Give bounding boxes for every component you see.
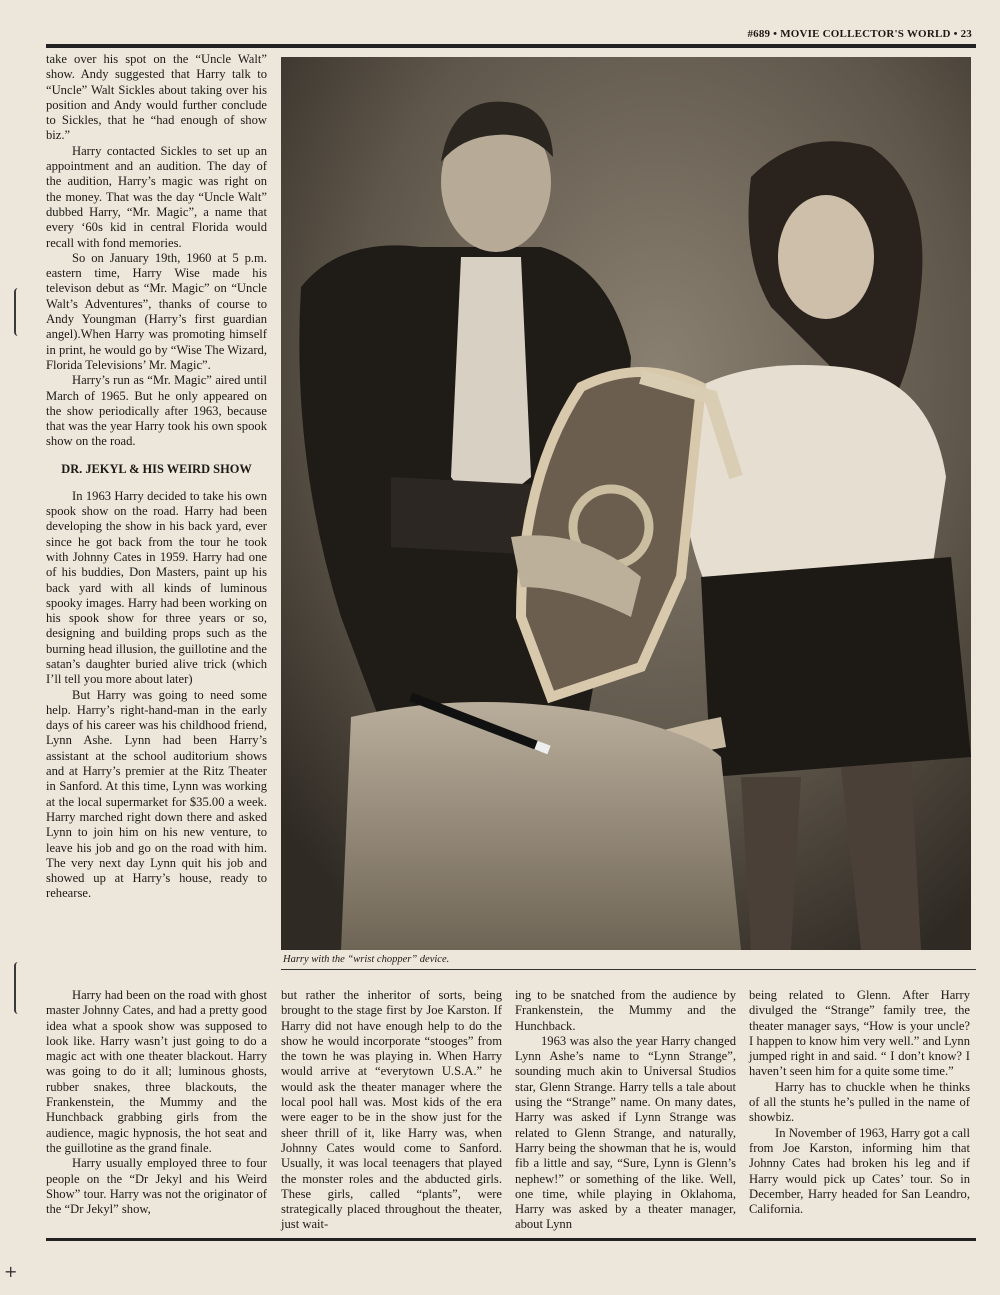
footer-rule bbox=[46, 1238, 976, 1241]
paragraph: being related to Glenn. After Harry divulged the “Strange” family tree, the theater manager says, “How is your uncle? I happen to know him very well.” and Lynn jumped right in and said. “ I don’t know? I haven’t seen him for a quite some time.” bbox=[749, 988, 970, 1079]
paragraph: but rather the inheritor of sorts, being brought to the stage first by Joe Karston. If Harry did not have enough help to do the show he would incorporate “stooges” from the town he was playing in. When Harry would arrive at “everytown U.S.A.” he would ask the theater manager where the local pool hall was. Most kids of the era were eager to be in the show just for the sheer thrill of it, like Harry was, when Johnny Cates would come to Sanford. Usually, it was local teenagers that played the monster roles and the abducted girls. These girls, called “plants”, were strategically placed throughout the theater, just wait- bbox=[281, 988, 502, 1232]
paragraph: But Harry was going to need some help. Harry’s right-hand-man in the early days of his career was his childhood friend, Lynn Ashe. Lynn had been Harry’s assistant at the school auditorium shows and at Harry’s premier at the Ritz Theater in Sanford. At this time, Lynn was working at the local supermarket for $35.00 a week. Harry marched right down there and asked Lynn to join him on his new venture, to leave his job and go on the road with him. The very next day Lynn quit his job and showed up at Harry’s house, ready to rehearse. bbox=[46, 687, 267, 901]
running-head: #689 • MOVIE COLLECTOR'S WORLD • 23 bbox=[747, 28, 972, 40]
photo-illustration bbox=[281, 57, 971, 950]
binding-mark bbox=[14, 962, 22, 1014]
paragraph: take over his spot on the “Uncle Walt” show. Andy suggested that Harry talk to “Uncle” Walt Sickles about taking over his position and Andy would further conclude to Sickles, that he “had enough of show biz.” bbox=[46, 52, 267, 143]
section-heading: DR. JEKYL & HIS WEIRD SHOW bbox=[61, 461, 252, 476]
paragraph: Harry usually employed three to four people on the “Dr Jekyl and his Weird Show” tour. Harry was not the originator of the “Dr Jekyl” show, bbox=[46, 1156, 267, 1217]
bottom-column-2 bbox=[281, 988, 502, 1233]
paragraph: Harry contacted Sickles to set up an appointment and an audition. The day of the audition, Harry’s magic was right on the money. That was the day “Uncle Walt” dubbed Harry, “Mr. Magic”, a name that every ‘60s kid in central Florida would recall with fond memories. bbox=[46, 143, 267, 250]
photo-caption: Harry with the “wrist chopper” device. bbox=[283, 954, 450, 965]
paragraph: Harry’s run as “Mr. Magic” aired until March of 1965. But he only appeared on the show periodically after 1963, because that was the year Harry took his own spook show on the road. bbox=[46, 373, 267, 449]
paragraph: Harry had been on the road with ghost master Johnny Cates, and had a pretty good idea what a spook show was supposed to look like. Harry wasn’t just going to do a magic act with one theater blackout. Harry was going to do it all; luminous ghosts, rubber snakes, three blackouts, the Frankenstein, the Mummy and the Hunchback grabbing girls from the audience, magic hypnosis, the hot seat and the guillotine as the grand finale. bbox=[46, 988, 267, 1155]
paragraph: ing to be snatched from the audience by Frankenstein, the Mummy and the Hunchback. bbox=[515, 988, 736, 1033]
paragraph: So on January 19th, 1960 at 5 p.m. eastern time, Harry Wise made his televison debut as “Mr. Magic” on “Uncle Walt’s Adventures”, thanks of course to Andy Youngman (Harry’s first guardian angel).When Harry was promoting himself in print, he would go by “Wise The Wizard, Florida Televisions’ Mr. Magic”. bbox=[46, 250, 267, 372]
binding-mark bbox=[14, 288, 22, 336]
photo-harry-wrist-chopper bbox=[281, 57, 971, 950]
caption-rule bbox=[281, 969, 976, 970]
bottom-column-4 bbox=[749, 988, 970, 1217]
registration-mark: + bbox=[4, 1262, 18, 1281]
header-rule bbox=[46, 44, 976, 48]
left-column bbox=[46, 52, 267, 902]
paragraph: Harry has to chuckle when he thinks of all the stunts he’s pulled in the name of showbiz. bbox=[749, 1079, 970, 1125]
bottom-column-3 bbox=[515, 988, 736, 1233]
paragraph: In 1963 Harry decided to take his own spook show on the road. Harry had been developing the show in his back yard, ever since he got back from the tour he took with Johnny Cates in 1959. Harry had one of his buddies, Don Masters, paint up his back yard with all kinds of luminous spooky images. Harry had been working on his spook show for three years or so, designing and building props such as the burning head illusion, the guillotine and the satan’s daughter buried alive trick (which I’ll tell you more about later) bbox=[46, 488, 267, 687]
bottom-column-1 bbox=[46, 988, 267, 1217]
paragraph: In November of 1963, Harry got a call from Joe Karston, informing him that Johnny Cates had broken his leg and if Harry would pick up Cates’ tour. So in December, Harry headed for San Leandro, California. bbox=[749, 1125, 970, 1217]
paragraph: 1963 was also the year Harry changed Lynn Ashe’s name to “Lynn Strange”, sounding much akin to Universal Studios star, Glenn Strange. Harry tells a tale about using the “Strange” name. On many dates, Harry was asked if Lynn Strange was related to Glenn Strange, and naturally, Harry being the showman that he is, would fib a little and say, “Sure, Lynn is Glenn’s nephew!” or something of the like. Well, one time, while playing in Oklahoma, Harry was asked by a theater manager, about Lynn bbox=[515, 1033, 736, 1232]
